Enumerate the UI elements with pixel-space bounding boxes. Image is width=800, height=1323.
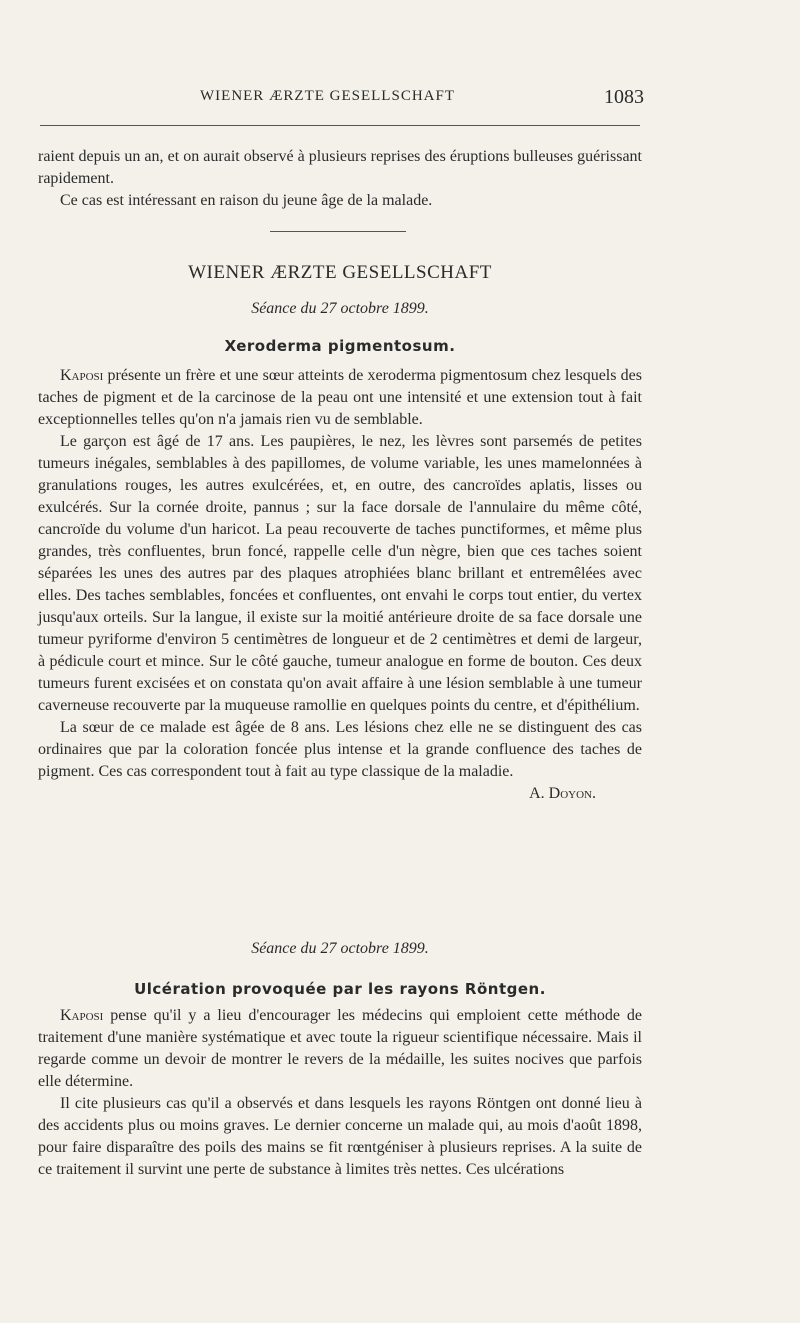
page-number: 1083: [604, 86, 644, 108]
intro-paragraph-2: Ce cas est intéressant en raison du jeune âge de la malade.: [60, 192, 433, 209]
article-title-2: Ulcération provoquée par les rayons Röntgen.: [134, 980, 546, 998]
article-2-paragraph-2: Il cite plusieurs cas qu'il a observés et dans lesquels les rayons Röntgen ont donné lieu à des accidents plus ou moins graves. Le dernier concerne un malade qui, au mois d'août 1898, pour faire disparaître des poils des mains se fit rœntgéniser à plusieurs reprises. A la suite de ce traitement il survint une perte de substance à limites très nettes. Ces ulcérations: [38, 1095, 642, 1178]
header-rule: [40, 125, 640, 126]
intro-text: [38, 146, 642, 212]
author-name: Kaposi: [60, 367, 104, 384]
session-date-2: Séance du 27 octobre 1899.: [251, 940, 429, 957]
article-2-paragraph-1-text: pense qu'il y a lieu d'encourager les médecins qui emploient cette méthode de traitement d'une manière systématique et avec toute la rigueur scientifique nécessaire. Mais il regarde comme un devoir de montrer le revers de la médaille, les suites nocives que parfois elle détermine.: [38, 1007, 642, 1090]
article-1-paragraph-1-text: présente un frère et une sœur atteints de xeroderma pigmentosum chez lesquels des taches de pigment et de la carcinose de la peau ont une intensité et une extension tout à fait exceptionnelles telles qu'on n'a jamais rien vu de semblable.: [38, 367, 642, 428]
article-1-paragraph-3-text: La sœur de ce malade est âgée de 8 ans. Les lésions chez elle ne se distinguent des cas ordinaires que par la coloration foncée plus intense et la grande confluence des taches de pigment. Ces cas correspondent tout à fait au type classique de la maladie.: [38, 719, 642, 780]
society-title: WIENER ÆRZTE GESELLSCHAFT: [188, 262, 492, 283]
article-2-body: [38, 1005, 642, 1181]
article-1-paragraph-3: [38, 717, 642, 802]
section-divider: [270, 231, 406, 232]
intro-paragraph-1: raient depuis un an, et on aurait observé à plusieurs reprises des éruptions bulleuses guérissant rapidement.: [38, 148, 642, 187]
article-2-paragraph-1: [38, 1005, 642, 1093]
running-head: WIENER ÆRZTE GESELLSCHAFT: [200, 88, 455, 104]
session-date-1: Séance du 27 octobre 1899.: [251, 300, 429, 317]
article-1-paragraph-1: [38, 365, 642, 431]
author-name-2: Kaposi: [60, 1007, 104, 1024]
article-title-1: Xeroderma pigmentosum.: [224, 337, 456, 355]
article-1-paragraph-2: Le garçon est âgé de 17 ans. Les paupières, le nez, les lèvres sont parsemés de petites tumeurs inégales, semblables à des papillomes, de volume variable, les unes mamelonnées à granulations rouges, les autres exulcérées, et, en outre, des cancroïdes aplatis, lisses ou exulcérés. Sur la cornée droite, pannus ; sur la face dorsale de l'annulaire du même côté, cancroïde du volume d'un haricot. La peau recouverte de taches punctiformes, et même plus grandes, très confluentes, brun foncé, rappelle celle d'un nègre, bien que ces taches soient séparées les unes des autres par des plaques atrophiées blanc brillant et entremêlées avec elles. Des taches semblables, foncées et confluentes, ont envahi le corps tout entier, du vertex jusqu'aux orteils. Sur la langue, il existe sur la moitié antérieure droite de sa face dorsale une tumeur pyriforme d'environ 5 centimètres de longueur et de 2 centimètres et demi de largeur, à pédicule court et mince. Sur le côté gauche, tumeur analogue en forme de bouton. Ces deux tumeurs furent excisées et on constata qu'on avait affaire à une lésion semblable à une tumeur caverneuse recouverte par la muqueuse ramollie en quelques points du centre, et d'épithélium.: [38, 433, 642, 714]
article-1-body: [38, 365, 642, 805]
signature: A. Doyon.: [529, 785, 596, 802]
